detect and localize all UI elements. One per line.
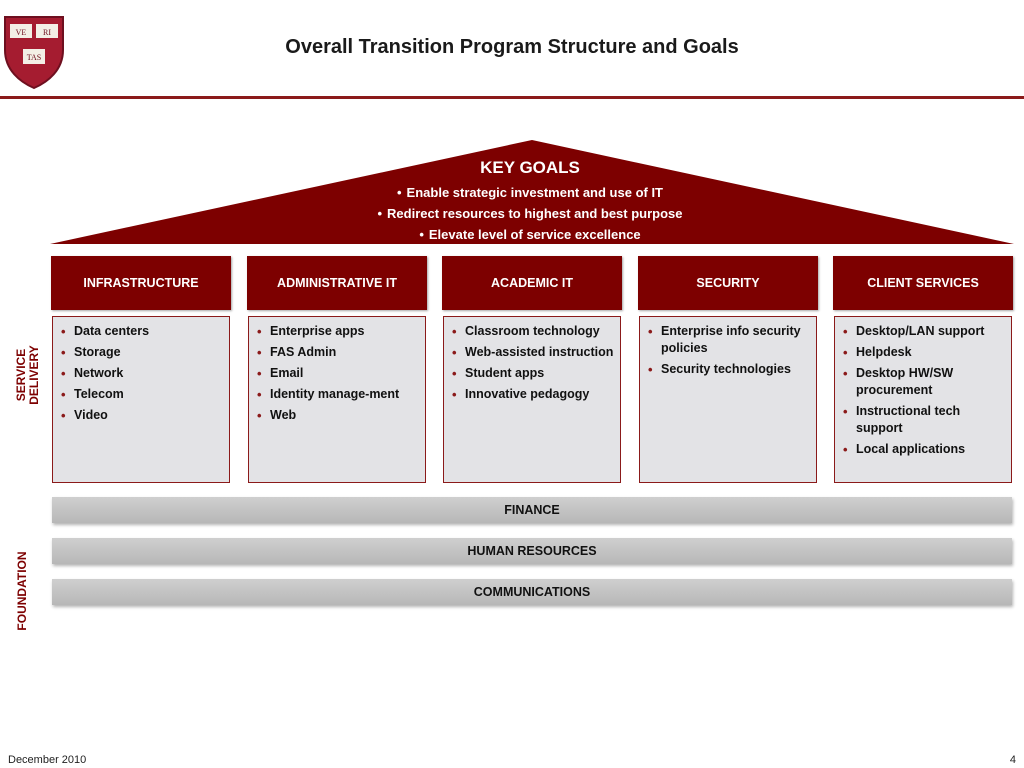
pillar-security-header: SECURITY	[638, 256, 818, 310]
harvard-shield-logo	[2, 14, 66, 90]
pillar-item: • Data centers	[61, 323, 223, 340]
pillar-item: • FAS Admin	[257, 344, 419, 361]
foundation-human-resources-band: HUMAN RESOURCES	[52, 538, 1012, 564]
pillar-item: • Web-assisted instruction	[452, 344, 614, 361]
pillar-item: • Enterprise info security policies	[648, 323, 810, 357]
pillar-item: • Enterprise apps	[257, 323, 419, 340]
pillar-item: • Helpdesk	[843, 344, 1005, 361]
key-goal-item: • Elevate level of service excellence	[300, 224, 760, 245]
slide-title: Overall Transition Program Structure and Goals	[285, 36, 739, 58]
pillar-item: • Desktop/LAN support	[843, 323, 1005, 340]
pillar-item: • Video	[61, 407, 223, 424]
pillar-item: • Security technologies	[648, 361, 810, 378]
pillar-academic-it-header: ACADEMIC IT	[442, 256, 622, 310]
key-goals-panel	[300, 158, 760, 245]
foundation-communications-band: COMMUNICATIONS	[52, 579, 1012, 605]
shield-word-1: VE	[15, 28, 27, 37]
pillar-client-services-body	[834, 316, 1012, 483]
pillar-security-body	[639, 316, 817, 483]
pillar-administrative-it-header: ADMINISTRATIVE IT	[247, 256, 427, 310]
pillar-item: • Web	[257, 407, 419, 424]
pillar-infrastructure-body	[52, 316, 230, 483]
title-divider	[0, 96, 1024, 99]
service-delivery-label	[15, 335, 41, 415]
pillar-item: • Student apps	[452, 365, 614, 382]
pillar-item: • Instructional tech support	[843, 403, 1005, 437]
pillar-item: • Email	[257, 365, 419, 382]
pillar-item: • Local applications	[843, 441, 1005, 458]
pillar-academic-it-body	[443, 316, 621, 483]
pillar-administrative-it-body	[248, 316, 426, 483]
pillar-item: • Telecom	[61, 386, 223, 403]
pillar-client-services-header: CLIENT SERVICES	[833, 256, 1013, 310]
key-goal-item: • Enable strategic investment and use of IT	[300, 182, 760, 203]
service-delivery-label-line2: DELIVERY	[27, 345, 41, 405]
pillar-item: • Classroom technology	[452, 323, 614, 340]
page-number: 4	[1009, 754, 1016, 766]
shield-word-2: RI	[43, 28, 51, 37]
pillar-item: • Innovative pedagogy	[452, 386, 614, 403]
service-delivery-label-line1: SERVICE	[14, 348, 28, 402]
pillar-item: • Network	[61, 365, 223, 382]
footer-date: December 2010	[8, 754, 87, 766]
key-goal-item: • Redirect resources to highest and best purpose	[300, 203, 760, 224]
key-goals-list	[300, 182, 760, 245]
shield-word-3: TAS	[26, 53, 42, 62]
pillar-item: • Storage	[61, 344, 223, 361]
pillar-infrastructure-header: INFRASTRUCTURE	[51, 256, 231, 310]
key-goals-heading: KEY GOALS	[480, 158, 580, 177]
pillar-item: • Identity manage-ment	[257, 386, 419, 403]
foundation-label: FOUNDATION	[15, 551, 29, 631]
foundation-finance-band: FINANCE	[52, 497, 1012, 523]
pillar-item: • Desktop HW/SW procurement	[843, 365, 1005, 399]
